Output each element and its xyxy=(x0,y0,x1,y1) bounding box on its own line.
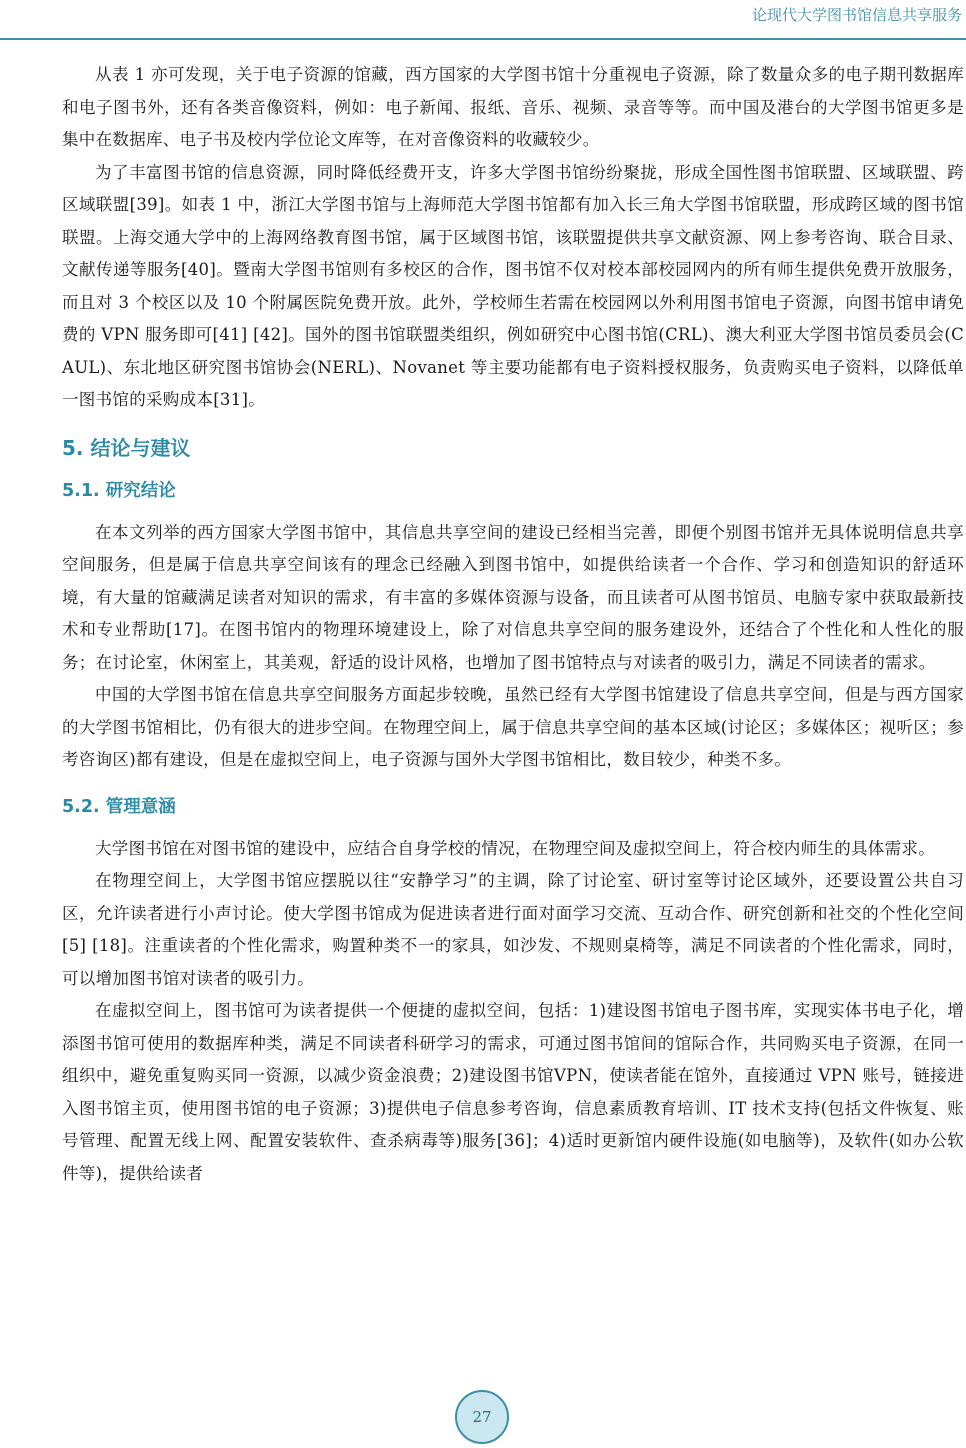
paragraph-library-consortia: 为了丰富图书馆的信息资源，同时降低经费开支，许多大学图书馆纷纷聚拢，形成全国性图书馆联盟、区域联盟、跨区域联盟[39]。如表 1 中，浙江大学图书馆与上海师范大学图书馆都有加入长三角大学图书馆联盟，形成跨区域的图书馆联盟。上海交通大学中的上海网络教育图书馆，属于区域图书馆，该联盟提供共享文献资源、网上参考咨询、联合目录、文献传递等服务[40]。暨南大学图书馆则有多校区的合作，图书馆不仅对校本部校园网内的所有师生提供免费开放服务，而且对 3 个校区以及 10 个附属医院免费开放。此外，学校师生若需在校园网以外利用图书馆电子资源，向图书馆申请免费的 VPN 服务即可[41] [42]。国外的图书馆联盟类组织，例如研究中心图书馆(CRL)、澳大利亚大学图书馆员委员会(CAUL)、东北地区研究图书馆协会(NERL)、Novanet 等主要功能都有电子资料授权服务，负责购买电子资料，以降低单一图书馆的采购成本[31]。 xyxy=(62,162,964,409)
running-header: 论现代大学图书馆信息共享服务 xyxy=(751,6,962,24)
subsection-heading-findings: 5.1. 研究结论 xyxy=(62,480,176,501)
subsection-heading-implications: 5.2. 管理意涵 xyxy=(62,796,176,817)
section-heading-conclusions: 5. 结论与建议 xyxy=(62,435,191,460)
paragraph-physical-space: 在物理空间上，大学图书馆应摆脱以往“安静学习”的主调，除了讨论室、研讨室等讨论区域外，还要设置公共自习区，允许读者进行小声讨论。使大学图书馆成为促进读者进行面对面学习交流、互动合作、研究创新和社交的个性化空间[5] [18]。注重读者的个性化需求，购置种类不一的家具，如沙发、不规则桌椅等，满足不同读者的个性化需求，同时，可以增加图书馆对读者的吸引力。 xyxy=(62,871,964,988)
page-number-badge: 27 xyxy=(455,1390,509,1444)
header-rule xyxy=(0,38,966,40)
paragraph-virtual-space: 在虚拟空间上，图书馆可为读者提供一个便捷的虚拟空间，包括：1)建设图书馆电子图书库，实现实体书电子化，增添图书馆可使用的数据库种类，满足不同读者科研学习的需求，可通过图书馆间的馆际合作，共同购买电子资源，在同一组织中，避免重复购买同一资源，以减少资金浪费；2)建设图书馆VPN，使读者能在馆外，直接通过 VPN 账号，链接进入图书馆主页，使用图书馆的电子资源；3)提供电子信息参考咨询，信息素质教育培训、IT 技术支持(包括文件恢复、账号管理、配置无线上网、配置安装软件、查杀病毒等)服务[36]；4)适时更新馆内硬件设施(如电脑等)，及软件(如办公软件等)，提供给读者 xyxy=(62,1001,964,1183)
paragraph-e-resources: 从表 1 亦可发现，关于电子资源的馆藏，西方国家的大学图书馆十分重视电子资源，除了数量众多的电子期刊数据库和电子图书外，还有各类音像资料，例如：电子新闻、报纸、音乐、视频、录音等等。而中国及港台的大学图书馆更多是集中在数据库、电子书及校内学位论文库等，在对音像资料的收藏较少。 xyxy=(62,65,964,149)
paragraph-chinese-libraries: 中国的大学图书馆在信息共享空间服务方面起步较晚，虽然已经有大学图书馆建设了信息共享空间，但是与西方国家的大学图书馆相比，仍有很大的进步空间。在物理空间上，属于信息共享空间的基本区域(讨论区；多媒体区；视听区；参考咨询区)都有建设，但是在虚拟空间上，电子资源与国外大学图书馆相比，数目较少，种类不多。 xyxy=(62,685,964,769)
article-body xyxy=(62,59,964,1190)
paragraph-western-libraries: 在本文列举的西方国家大学图书馆中，其信息共享空间的建设已经相当完善，即便个别图书馆并无具体说明信息共享空间服务，但是属于信息共享空间该有的理念已经融入到图书馆中，如提供给读者一个合作、学习和创造知识的舒适环境，有大量的馆藏满足读者对知识的需求，有丰富的多媒体资源与设备，而且读者可从图书馆员、电脑专家中获取最新技术和专业帮助[17]。在图书馆内的物理环境建设上，除了对信息共享空间的服务建设外，还结合了个性化和人性化的服务；在讨论室，休闲室上，其美观，舒适的设计风格，也增加了图书馆特点与对读者的吸引力，满足不同读者的需求。 xyxy=(62,522,964,672)
paragraph-campus-needs: 大学图书馆在对图书馆的建设中，应结合自身学校的情况，在物理空间及虚拟空间上，符合校内师生的具体需求。 xyxy=(95,838,935,858)
